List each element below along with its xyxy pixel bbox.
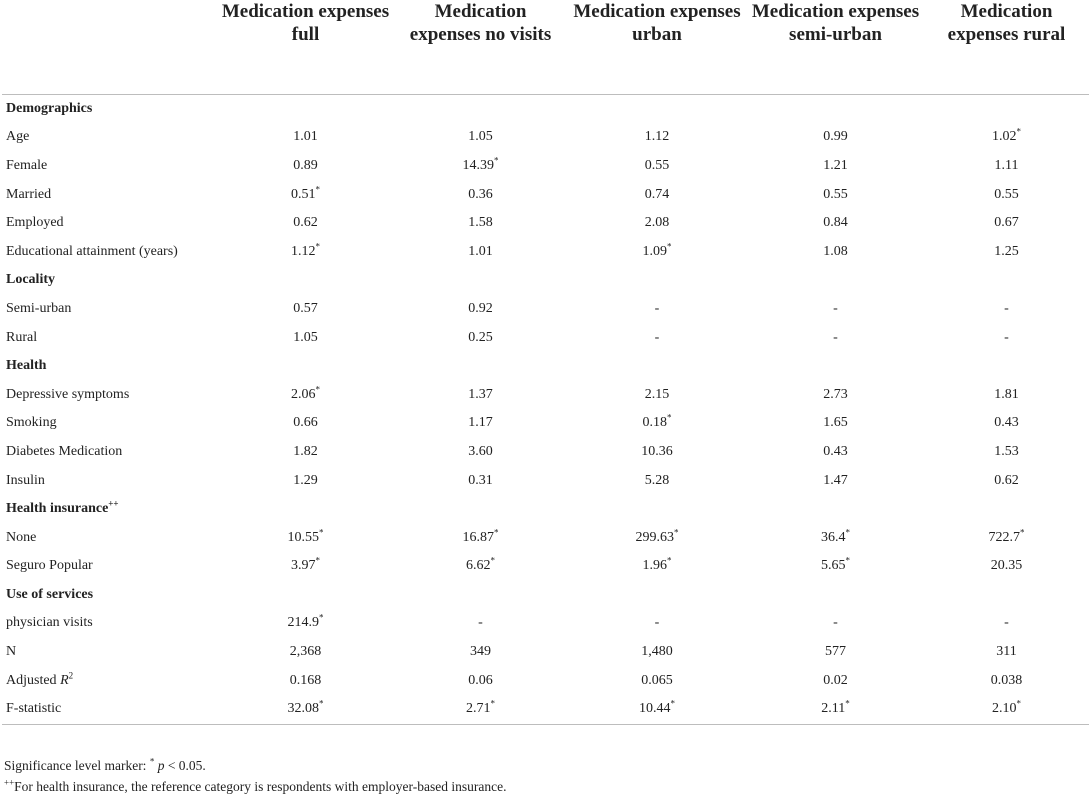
cell-value: 722.7 (988, 529, 1020, 545)
significance-marker: * (315, 241, 320, 252)
value-cell (394, 409, 567, 438)
cell-value: 214.9 (287, 615, 319, 631)
value-cell (567, 438, 747, 467)
cell-value: 0.57 (293, 300, 318, 316)
section-label-cell (2, 495, 1089, 524)
value-cell (747, 209, 924, 238)
column-header: Medication expenses semi-urban (747, 0, 924, 94)
cell-value: 0.43 (994, 415, 1019, 431)
table-row (2, 409, 1089, 438)
value-cell (924, 123, 1089, 152)
value-cell (567, 609, 747, 638)
cell-value: - (654, 300, 660, 316)
value-cell (747, 295, 924, 324)
note-superscript: * (149, 756, 155, 767)
cell-value: 5.65 (821, 558, 846, 574)
cell-value: 349 (470, 644, 491, 660)
note-superscript: ++ (4, 777, 15, 788)
header-row (2, 0, 1089, 94)
row-label: Locality (6, 272, 55, 288)
cell-value: 2.10 (992, 701, 1017, 717)
column-header: Medication expenses full (217, 0, 394, 94)
row-label: Health insurance (6, 501, 109, 517)
value-cell (217, 523, 394, 552)
value-cell (567, 409, 747, 438)
cell-value: 1.29 (293, 472, 318, 488)
column-header: Medication expenses urban (567, 0, 747, 94)
value-cell (924, 638, 1089, 667)
value-cell (747, 152, 924, 181)
cell-value: 299.63 (635, 529, 674, 545)
cell-value: - (1004, 329, 1009, 345)
table-row (2, 380, 1089, 409)
cell-value: 0.99 (823, 129, 848, 145)
value-cell (394, 466, 567, 495)
value-cell (567, 209, 747, 238)
row-label: Health (6, 358, 47, 374)
significance-marker: * (319, 698, 324, 709)
cell-value: 10.36 (641, 443, 673, 459)
cell-value: 16.87 (462, 529, 494, 545)
value-cell (747, 380, 924, 409)
cell-value: - (833, 300, 838, 316)
row-label: Insulin (6, 472, 45, 488)
cell-value: 1.96 (642, 558, 667, 574)
value-cell (394, 209, 567, 238)
value-cell (217, 152, 394, 181)
row-label: F-statistic (6, 701, 62, 717)
significance-marker: * (1016, 126, 1021, 137)
significance-marker: * (845, 555, 850, 566)
cell-value: - (654, 615, 660, 631)
cell-value: - (478, 615, 483, 631)
cell-value: 1.11 (994, 157, 1019, 173)
row-label-cell (2, 209, 217, 238)
value-cell (394, 295, 567, 324)
table-row (2, 209, 1089, 238)
cell-value: 0.74 (644, 186, 670, 202)
significance-marker: * (315, 183, 320, 194)
table-row (2, 466, 1089, 495)
cell-value: 1.05 (468, 129, 493, 145)
row-label: None (6, 529, 37, 545)
value-cell (924, 438, 1089, 467)
cell-value: 1.12 (644, 129, 670, 145)
value-cell (924, 152, 1089, 181)
section-label-cell (2, 581, 1089, 610)
cell-value: 0.55 (823, 186, 848, 202)
cell-value: 2.11 (821, 701, 846, 717)
table-row (2, 180, 1089, 209)
cell-value: 0.038 (990, 672, 1023, 688)
cell-value: 1.09 (642, 243, 667, 259)
cell-value: 2.08 (644, 215, 670, 231)
cell-value: 1.05 (293, 329, 318, 345)
table-row (2, 609, 1089, 638)
value-cell (924, 237, 1089, 266)
column-header: Medication expenses rural (924, 0, 1089, 94)
cell-value: 1.58 (468, 215, 493, 231)
table-row (2, 323, 1089, 352)
value-cell (394, 123, 567, 152)
row-label: Female (6, 157, 48, 173)
row-label: Use of services (6, 586, 94, 602)
row-label: Depressive symptoms (6, 386, 130, 402)
cell-value: 36.4 (821, 529, 846, 545)
cell-value: 0.18 (642, 415, 667, 431)
value-cell (394, 180, 567, 209)
value-cell (747, 123, 924, 152)
row-label-cell (2, 380, 217, 409)
value-cell (567, 638, 747, 667)
value-cell (747, 237, 924, 266)
significance-marker: * (667, 412, 672, 423)
row-label: Semi-urban (6, 300, 72, 316)
cell-value: 0.84 (823, 215, 848, 231)
value-cell (217, 666, 394, 695)
cell-value: 32.08 (287, 701, 319, 717)
significance-marker: * (315, 555, 320, 566)
cell-value: 2.71 (466, 701, 491, 717)
cell-value: 2.06 (291, 386, 316, 402)
row-label-cell (2, 609, 217, 638)
row-label: Employed (6, 215, 64, 231)
cell-value: 1.65 (823, 415, 848, 431)
cell-value: 1.25 (994, 243, 1019, 259)
significance-marker: * (667, 241, 672, 252)
cell-value: 6.62 (466, 558, 491, 574)
value-cell (924, 409, 1089, 438)
value-cell (394, 638, 567, 667)
cell-value: 1.17 (468, 415, 493, 431)
value-cell (747, 552, 924, 581)
cell-value: 0.62 (994, 472, 1019, 488)
significance-marker: * (667, 555, 672, 566)
significance-marker: * (845, 698, 850, 709)
cell-value: 0.66 (293, 415, 318, 431)
row-label-cell (2, 523, 217, 552)
cell-value: 1.37 (468, 386, 493, 402)
section-row (2, 94, 1089, 123)
cell-value: 577 (825, 644, 846, 660)
cell-value: 1.21 (823, 157, 848, 173)
value-cell (217, 638, 394, 667)
table-row (2, 666, 1089, 695)
value-cell (567, 323, 747, 352)
section-row (2, 266, 1089, 295)
value-cell (747, 409, 924, 438)
value-cell (394, 609, 567, 638)
value-cell (747, 695, 924, 724)
table-row (2, 552, 1089, 581)
row-label: Age (6, 129, 30, 145)
value-cell (217, 552, 394, 581)
row-label-cell (2, 638, 217, 667)
cell-value: 1.08 (823, 243, 848, 259)
cell-value: 0.62 (293, 215, 318, 231)
row-label: Educational attainment (years) (6, 243, 178, 259)
value-cell (394, 380, 567, 409)
significance-marker: * (315, 384, 320, 395)
cell-value: 3.60 (468, 443, 493, 459)
value-cell (217, 466, 394, 495)
significance-marker: * (490, 698, 495, 709)
value-cell (747, 666, 924, 695)
significance-marker: * (494, 155, 499, 166)
value-cell (924, 695, 1089, 724)
value-cell (567, 180, 747, 209)
cell-value: 1,480 (641, 644, 673, 660)
cell-value: 0.67 (994, 215, 1019, 231)
value-cell (217, 295, 394, 324)
section-label-cell (2, 94, 1089, 123)
value-cell (567, 380, 747, 409)
row-label-superscript: ++ (108, 498, 119, 509)
table-row (2, 638, 1089, 667)
value-cell (217, 409, 394, 438)
row-label-cell (2, 152, 217, 181)
cell-value: - (833, 329, 838, 345)
cell-value: 10.55 (287, 529, 319, 545)
table-row (2, 438, 1089, 467)
value-cell (567, 666, 747, 695)
value-cell (924, 180, 1089, 209)
cell-value: 0.31 (468, 472, 493, 488)
cell-value: - (654, 329, 660, 345)
row-label-superscript: 2 (68, 670, 74, 681)
header-empty (2, 0, 217, 94)
note-p-symbol: p (157, 758, 165, 773)
table-notes (4, 755, 506, 797)
value-cell (217, 323, 394, 352)
section-label-cell (2, 266, 1089, 295)
value-cell (924, 209, 1089, 238)
row-label-italic: R (60, 672, 69, 688)
significance-marker: * (1016, 698, 1021, 709)
cell-value: 1.01 (293, 129, 318, 145)
cell-value: - (1004, 615, 1009, 631)
value-cell (217, 237, 394, 266)
value-cell (747, 438, 924, 467)
cell-value: 20.35 (990, 558, 1023, 574)
cell-value: 1.81 (994, 386, 1019, 402)
value-cell (394, 323, 567, 352)
significance-marker: * (494, 527, 499, 538)
value-cell (924, 323, 1089, 352)
value-cell (747, 323, 924, 352)
value-cell (567, 695, 747, 724)
column-header: Medication expenses no visits (394, 0, 567, 94)
section-row (2, 581, 1089, 610)
value-cell (924, 523, 1089, 552)
cell-value: 3.97 (291, 558, 316, 574)
row-label-cell (2, 695, 217, 724)
row-label-cell (2, 466, 217, 495)
row-label: Rural (6, 329, 38, 345)
section-row (2, 352, 1089, 381)
table-row (2, 152, 1089, 181)
table-row (2, 295, 1089, 324)
value-cell (217, 609, 394, 638)
value-cell (747, 523, 924, 552)
value-cell (567, 552, 747, 581)
value-cell (217, 209, 394, 238)
cell-value: - (1004, 300, 1009, 316)
value-cell (217, 180, 394, 209)
table-row (2, 123, 1089, 152)
cell-value: 1.12 (291, 243, 316, 259)
note-text: Significance level marker: (4, 758, 150, 773)
row-label-cell (2, 666, 217, 695)
value-cell (394, 523, 567, 552)
significance-marker: * (670, 698, 675, 709)
note-threshold: < 0.05. (164, 758, 206, 773)
cell-value: 0.89 (293, 157, 318, 173)
value-cell (924, 666, 1089, 695)
cell-value: 0.51 (291, 186, 316, 202)
section-label-cell (2, 352, 1089, 381)
row-label: physician visits (6, 615, 93, 631)
value-cell (567, 237, 747, 266)
significance-marker: * (319, 527, 324, 538)
cell-value: 0.55 (994, 186, 1019, 202)
cell-value: 1.53 (994, 443, 1019, 459)
row-label-cell (2, 180, 217, 209)
value-cell (567, 152, 747, 181)
cell-value: 0.25 (468, 329, 493, 345)
value-cell (217, 438, 394, 467)
row-label-cell (2, 295, 217, 324)
cell-value: 0.43 (823, 443, 848, 459)
table-row (2, 695, 1089, 724)
cell-value: 0.168 (289, 672, 322, 688)
cell-value: 0.06 (468, 672, 493, 688)
cell-value: 0.36 (468, 186, 493, 202)
row-label: N (6, 644, 17, 660)
cell-value: - (833, 615, 838, 631)
value-cell (924, 466, 1089, 495)
value-cell (924, 609, 1089, 638)
cell-value: 0.92 (468, 300, 493, 316)
row-label: Demographics (6, 100, 93, 116)
row-label: Diabetes Medication (6, 443, 123, 459)
cell-value: 1.82 (293, 443, 318, 459)
value-cell (567, 466, 747, 495)
cell-value: 14.39 (462, 157, 494, 173)
value-cell (747, 180, 924, 209)
value-cell (924, 380, 1089, 409)
insurance-note (4, 776, 506, 797)
table-row (2, 237, 1089, 266)
value-cell (924, 295, 1089, 324)
table-body (2, 94, 1089, 724)
row-label-cell (2, 123, 217, 152)
cell-value: 1.01 (468, 243, 493, 259)
cell-value: 1.02 (992, 129, 1017, 145)
section-row (2, 495, 1089, 524)
value-cell (747, 638, 924, 667)
cell-value: 2.73 (823, 386, 848, 402)
value-cell (394, 438, 567, 467)
value-cell (394, 666, 567, 695)
value-cell (217, 123, 394, 152)
note-text: For health insurance, the reference category is respondents with employer-based insurance. (14, 779, 507, 794)
value-cell (924, 552, 1089, 581)
value-cell (394, 695, 567, 724)
value-cell (747, 466, 924, 495)
significance-marker: * (674, 527, 679, 538)
value-cell (217, 695, 394, 724)
row-label-cell (2, 438, 217, 467)
cell-value: 2.15 (644, 386, 670, 402)
value-cell (567, 523, 747, 552)
cell-value: 5.28 (644, 472, 670, 488)
cell-value: 311 (996, 644, 1017, 660)
value-cell (217, 380, 394, 409)
table-row (2, 523, 1089, 552)
row-label-cell (2, 552, 217, 581)
cell-value: 0.55 (644, 157, 670, 173)
cell-value: 1.47 (823, 472, 848, 488)
row-label: Seguro Popular (6, 558, 93, 574)
cell-value: 0.065 (641, 672, 673, 688)
row-label: Adjusted (6, 672, 61, 688)
significance-note (4, 755, 506, 776)
significance-marker: * (490, 555, 495, 566)
significance-marker: * (319, 612, 324, 623)
value-cell (567, 295, 747, 324)
regression-table (2, 0, 1089, 725)
value-cell (394, 152, 567, 181)
value-cell (394, 237, 567, 266)
value-cell (394, 552, 567, 581)
row-label-cell (2, 323, 217, 352)
row-label-cell (2, 409, 217, 438)
significance-marker: * (845, 527, 850, 538)
cell-value: 0.02 (823, 672, 848, 688)
significance-marker: * (1020, 527, 1025, 538)
row-label: Smoking (6, 415, 57, 431)
value-cell (567, 123, 747, 152)
cell-value: 10.44 (639, 701, 671, 717)
row-label-cell (2, 237, 217, 266)
value-cell (747, 609, 924, 638)
cell-value: 2,368 (289, 644, 322, 660)
row-label: Married (6, 186, 52, 202)
